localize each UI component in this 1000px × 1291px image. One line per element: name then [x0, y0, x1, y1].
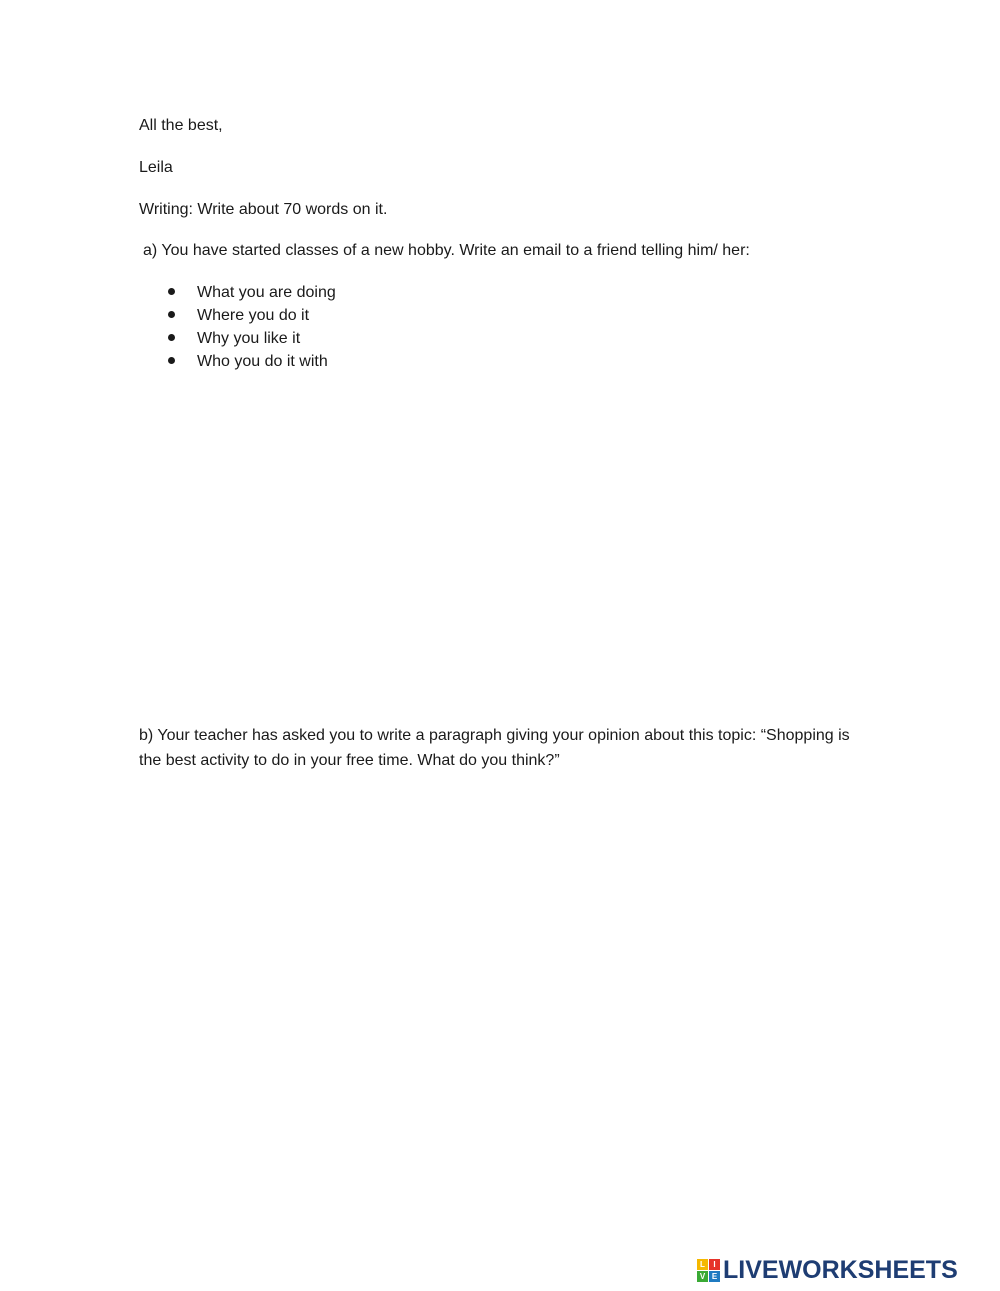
bullet-icon	[168, 334, 175, 341]
list-item-text: What you are doing	[197, 284, 336, 301]
logo-tile: I	[709, 1259, 720, 1270]
task-b-prompt: b) Your teacher has asked you to write a paragraph giving your opinion about this topic: “Shopping is the best activity to do in your free time. What do you think?”	[139, 727, 850, 769]
list-item	[168, 352, 336, 375]
list-item	[168, 329, 336, 352]
logo-tile: V	[697, 1271, 708, 1282]
logo-tile: E	[709, 1271, 720, 1282]
bullet-icon	[168, 311, 175, 318]
logo-tile: L	[697, 1259, 708, 1270]
list-item-text: Where you do it	[197, 307, 310, 324]
brand-name: LIVEWORKSHEETS	[723, 1256, 958, 1284]
live-tiles-icon	[697, 1259, 720, 1282]
list-item-text: Why you like it	[197, 330, 301, 347]
bullet-icon	[168, 357, 175, 364]
task-a-prompt: a) You have started classes of a new hobby. Write an email to a friend telling him/ her:	[143, 242, 750, 259]
letter-signature: Leila	[139, 159, 173, 176]
task-a-bullet-list	[168, 283, 336, 375]
list-item	[168, 306, 336, 329]
writing-heading: Writing: Write about 70 words on it.	[139, 201, 388, 218]
list-item-text: Who you do it with	[197, 353, 328, 370]
bullet-icon	[168, 288, 175, 295]
letter-closing: All the best,	[139, 117, 223, 134]
liveworksheets-logo	[697, 1257, 958, 1283]
list-item	[168, 283, 336, 306]
